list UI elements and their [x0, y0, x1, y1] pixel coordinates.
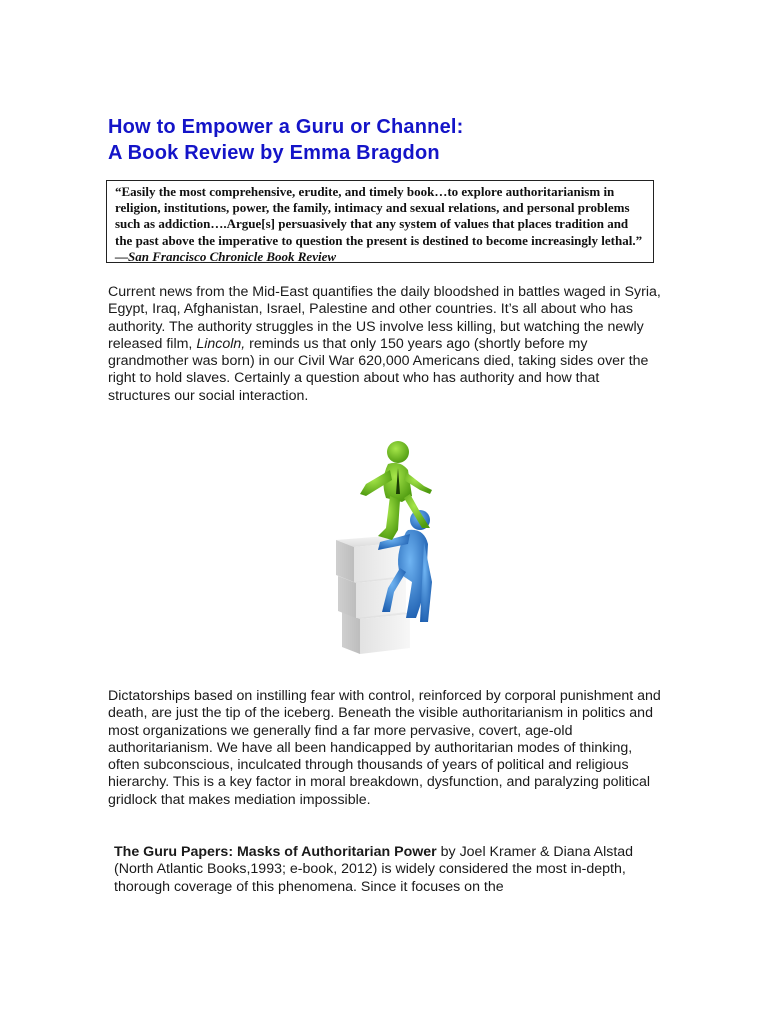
quote-text: “Easily the most comprehensive, erudite, and timely book…to explore authoritarianism in religion, institutions, power, the family, intimacy and sexual relations, and personal problems such as addiction….Argue[s] persuasively that any system of values that places tradition and the past above the imperative to question the present is destined to become increasingly lethal.”	[115, 184, 643, 248]
climbing-figures-illustration	[320, 432, 450, 657]
page-title	[108, 114, 668, 166]
review-quote-box	[106, 180, 654, 263]
film-title-lincoln: Lincoln,	[196, 335, 246, 352]
paragraph-dictatorships: Dictatorships based on instilling fear with control, reinforced by corporal punishment and death, are just the tip of the iceberg. Beneath the visible authoritarianism in politics and most organizations we generally find a far more pervasive, covert, age-old authoritarianism. We have all been handicapped by authoritarian modes of thinking, often subconscious, inculcated through thousands of years of political and religious hierarchy. This is a key factor in moral breakdown, dysfunction, and paralyzing political gridlock that makes mediation impossible.	[108, 688, 661, 808]
paragraph-1-text-b: reminds us that only 150 years ago (shortly before my grandmother was born) in our Civil War 620,000 Americans died, taking sides over the right to hold slaves. Certainly a question about who has authority and how that structures our social interaction.	[108, 335, 649, 404]
quote-attribution: —San Francisco Chronicle Book Review	[115, 248, 337, 264]
paragraph-guru-papers	[114, 844, 634, 898]
title-line-1: How to Empower a Guru or Channel:	[108, 116, 464, 138]
book-title: The Guru Papers: Masks of Authoritarian Power	[114, 844, 437, 860]
paragraph-current-news	[108, 284, 663, 405]
title-line-2: A Book Review by Emma Bragdon	[108, 142, 440, 164]
paragraph-1-text-a: Current news from the Mid-East quantifies the daily bloodshed in battles waged in Syria, Egypt, Iraq, Afghanistan, Israel, Palestine and other countries. It’s all about who has authority. The authority struggles in the US involve less killing, but watching the newly released film,	[108, 284, 661, 352]
green-figure	[360, 441, 432, 540]
paragraph-3-text: by Joel Kramer & Diana Alstad (North Atlantic Books,1993; e-book, 2012) is widely considered the most in-depth, thorough coverage of this phenomena. Since it focuses on the	[114, 844, 634, 895]
